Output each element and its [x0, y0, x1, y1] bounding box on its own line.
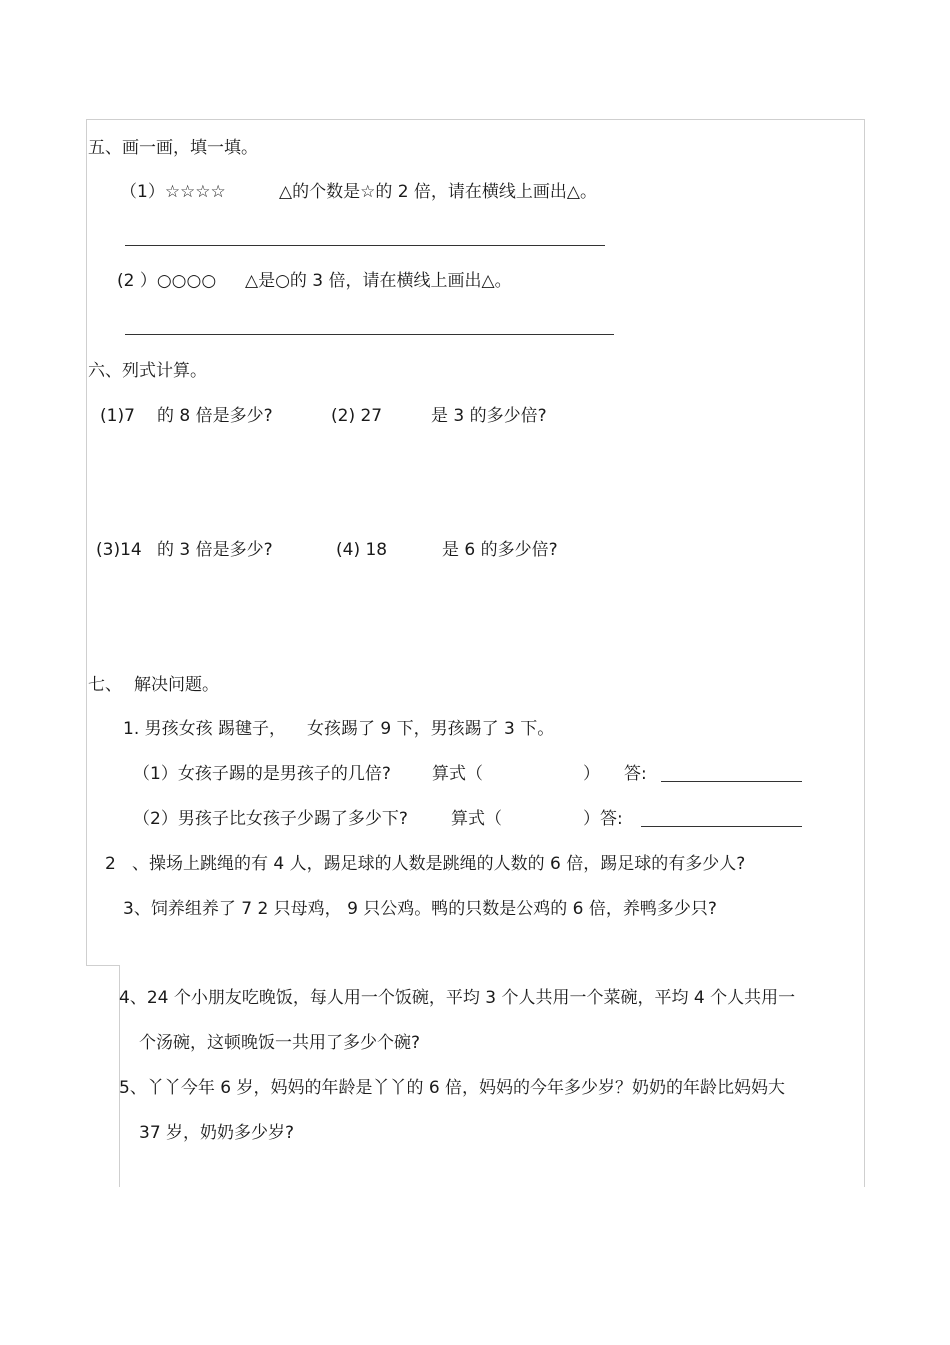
- problem5-line2: 37 岁，奶奶多少岁?: [139, 1123, 295, 1143]
- problem4-line2: 个汤碗，这顿晚饭一共用了多少个碗?: [139, 1033, 421, 1053]
- section7-heading-text: 解决问题。: [134, 675, 219, 695]
- section6-q3-text: 的 3 倍是多少?: [157, 540, 273, 560]
- problem4-line1: 4、24 个小朋友吃晚饭，每人用一个饭碗，平均 3 个人共用一个菜碗，平均 4 个人共用一: [119, 988, 796, 1008]
- problem1-sub1-answer-label: 答:: [624, 764, 647, 784]
- section6-q1-text: 的 8 倍是多少?: [157, 406, 273, 426]
- problem2-number: 2: [105, 854, 116, 874]
- section5-q2-label: (2 ）○○○○: [117, 271, 217, 291]
- section6-q1-num: (1)7: [100, 406, 135, 426]
- section5-q1-text: △的个数是☆的 2 倍，请在横线上画出△。: [279, 182, 598, 202]
- problem2-text: 、操场上跳绳的有 4 人，踢足球的人数是跳绳的人数的 6 倍，踢足球的有多少人?: [132, 854, 746, 874]
- problem1-intro: 1. 男孩女孩 踢毽子，: [123, 719, 287, 739]
- frame-left-line: [86, 119, 87, 965]
- frame-top-line: [86, 119, 865, 120]
- section5-q1-label: （1）☆☆☆☆: [120, 182, 226, 202]
- section5-q2-text: △是○的 3 倍，请在横线上画出△。: [245, 271, 512, 291]
- section5-heading: 五、画一画，填一填。: [88, 138, 258, 158]
- problem1-sub2-question: （2）男孩子比女孩子少踢了多少下?: [133, 809, 408, 829]
- problem3-text: 3、饲养组养了 7 2 只母鸡， 9 只公鸡。鸭的只数是公鸡的 6 倍，养鸭多少只?: [123, 899, 717, 919]
- problem5-line1: 5、丫丫今年 6 岁，妈妈的年龄是丫丫的 6 倍，妈妈的今年多少岁？奶奶的年龄比妈妈大: [119, 1078, 786, 1098]
- problem1-intro-rest: 女孩踢了 9 下，男孩踢了 3 下。: [307, 719, 555, 739]
- problem1-sub2-answer-line[interactable]: [641, 826, 802, 827]
- problem1-sub1-close: ）: [583, 764, 600, 784]
- frame-right-line: [864, 119, 865, 1187]
- problem1-sub2-close: ）答:: [583, 809, 623, 829]
- problem1-sub1-answer-line[interactable]: [661, 781, 802, 782]
- section7-heading-number: 七、: [88, 675, 122, 695]
- frame-step-line: [86, 965, 119, 966]
- section6-q2-num: (2) 27: [331, 406, 383, 426]
- section5-q2-answer-line[interactable]: [125, 334, 614, 335]
- problem1-sub1-question: （1）女孩子踢的是男孩子的几倍?: [133, 764, 391, 784]
- section6-heading: 六、列式计算。: [88, 361, 207, 381]
- section6-q3-num: (3)14: [96, 540, 142, 560]
- problem1-sub1-formula: 算式（: [432, 764, 483, 784]
- problem1-sub2-formula: 算式（: [451, 809, 502, 829]
- section5-q1-answer-line[interactable]: [125, 245, 605, 246]
- section6-q2-text: 是 3 的多少倍?: [431, 406, 547, 426]
- section6-q4-num: (4) 18: [336, 540, 388, 560]
- section6-q4-text: 是 6 的多少倍?: [442, 540, 558, 560]
